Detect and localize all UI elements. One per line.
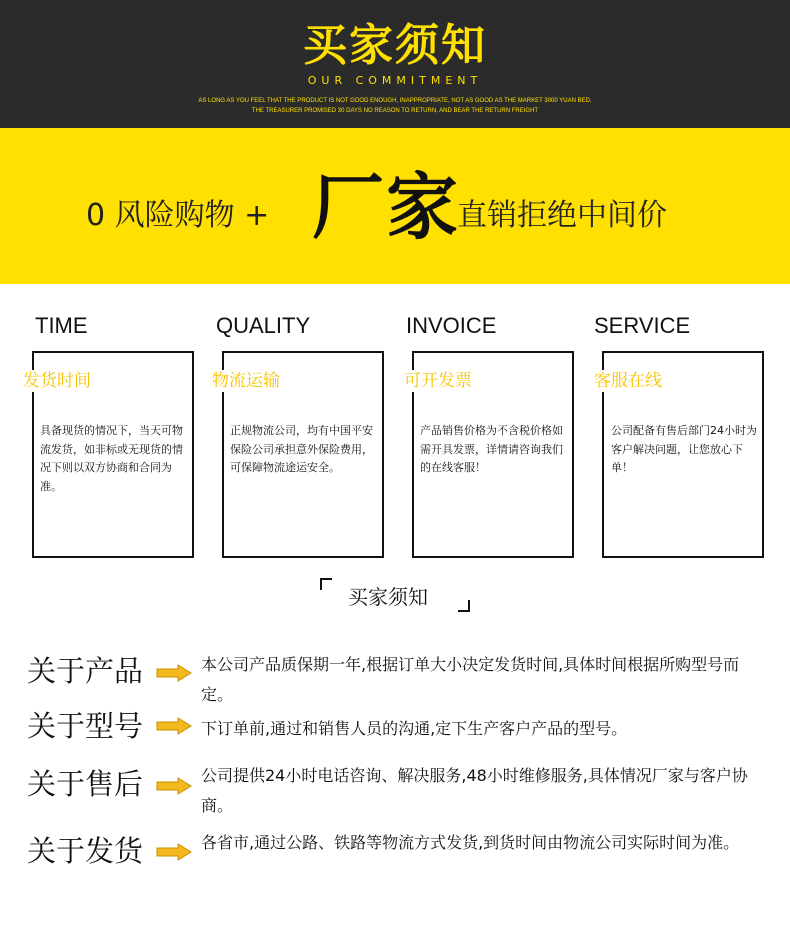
card-title-time: TIME [35,313,88,338]
banner-big-text: 厂家 [312,165,461,249]
item-text-model: 下订单前,通过和销售人员的沟通,定下生产客户产品的型号。 [201,719,628,738]
banner-right-text: 直销拒绝中间价 [457,198,667,233]
corner-bracket-bottom-right [458,600,470,612]
item-label-product: 关于产品 [27,654,144,688]
page-title: 买家须知 [303,20,487,71]
arrow-right-icon [156,843,192,861]
arrow-right-icon [156,717,192,735]
header-section [0,0,790,128]
arrow-right-icon [156,664,192,682]
arrow-right-icon [156,777,192,795]
tagline-line-1: AS LONG AS YOU FEEL THAT THE PRODUCT IS NOT GOOD ENOUGH, INAPPROPRIATE, NOT AS GOOD AS THE MARKET 3000 YUAN BED, [198,98,592,104]
card-subtitle-service: 客服在线 [594,370,666,392]
card-title-quality: QUALITY [216,313,311,338]
item-label-shipping: 关于发货 [27,834,144,868]
item-label-aftersales: 关于售后 [27,767,144,801]
item-label-model: 关于型号 [27,709,144,743]
card-desc-quality: 正规物流公司，均有中国平安保险公司承担意外保险费用，可保障物流途运安全。 [230,424,373,474]
corner-bracket-top-left [320,578,332,590]
item-text-shipping: 各省市,通过公路、铁路等物流方式发货,到货时间由物流公司实际时间为准。 [201,833,740,852]
item-text-product: 本公司产品质保期一年,根据订单大小决定发货时间,具体时间根据所购型号而定。 [201,655,740,704]
card-desc-invoice: 产品销售价格为不含税价格如需开具发票，详情请咨询我们的在线客服！ [420,424,563,474]
card-subtitle-time: 发货时间 [23,370,95,392]
card-subtitle-invoice: 可开发票 [404,370,476,392]
card-title-invoice: INVOICE [406,313,497,338]
card-title-service: SERVICE [594,313,691,338]
banner-left-text: 0 风险购物 + [86,198,270,233]
tagline-line-2: THE TREASURER PROMISED 30 DAYS NO REASON TO RETURN, AND BEAR THE RETURN FREIGHT [251,108,539,114]
header-tagline [0,96,790,116]
card-desc-service: 公司配备有售后部门24小时为客户解决问题，让您放心下单！ [611,424,757,474]
item-text-aftersales: 公司提供24小时电话咨询、解决服务,48小时维修服务,具体情况厂家与客户协商。 [201,766,748,815]
header-subtitle: OUR COMMITMENT [307,74,483,87]
promo-banner [0,128,790,284]
notice-title: 买家须知 [348,585,428,609]
card-desc-time: 具备现货的情况下，当天可物流发货，如非标或无现货的情况下则以双方协商和合同为准。 [40,424,183,493]
card-subtitle-quality: 物流运输 [212,370,284,392]
